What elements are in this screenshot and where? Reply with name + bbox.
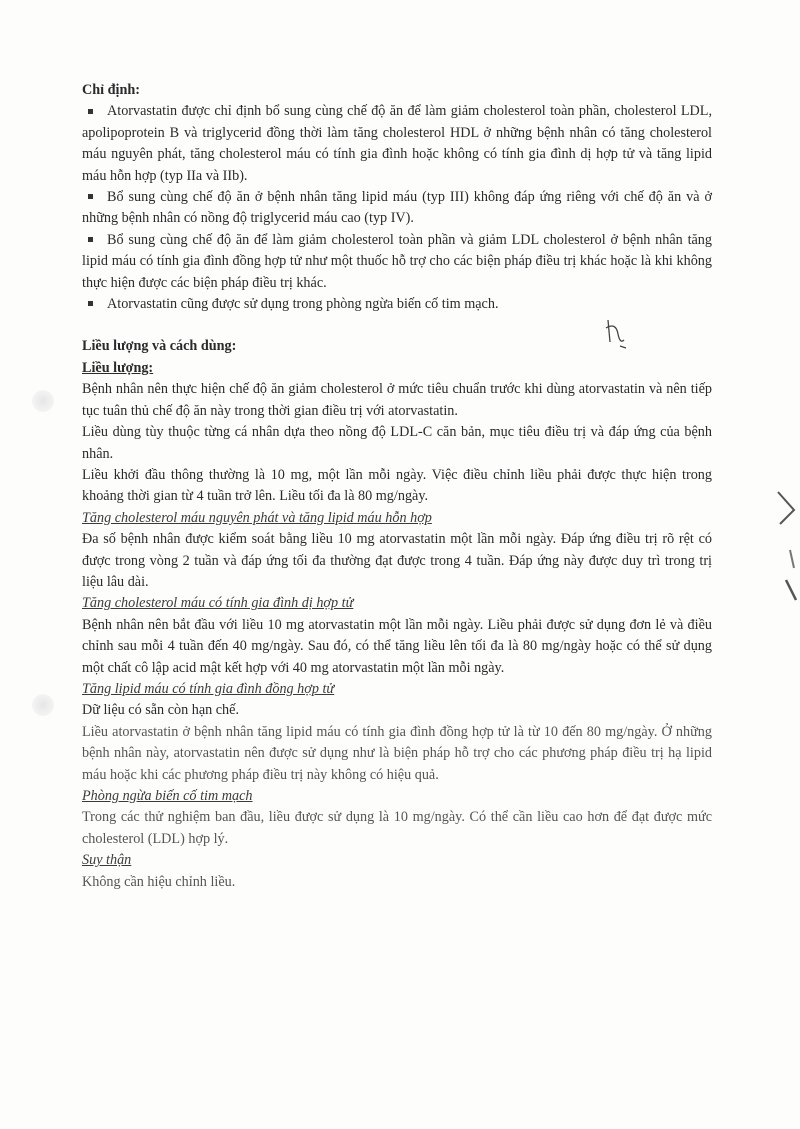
subsection-title: Phòng ngừa biến cố tim mạch xyxy=(82,788,253,804)
document-body xyxy=(82,80,712,893)
dosage-heading: Liều lượng và cách dùng: xyxy=(82,338,237,355)
bullet-square-icon xyxy=(88,109,93,114)
dosage-paragraph: Liều dùng tùy thuộc từng cá nhân dựa theo nồng độ LDL-C căn bản, mục tiêu điều trị và đáp ứng của bệnh nhân. xyxy=(82,424,712,462)
indications-heading: Chỉ định: xyxy=(82,82,140,98)
hole-punch-bottom xyxy=(32,694,54,716)
bullet-square-icon xyxy=(88,301,93,306)
subsection-title: Tăng cholesterol máu có tính gia đình dị hợp tử xyxy=(82,595,354,612)
indication-bullet: Atorvastatin cũng được sử dụng trong phòng ngừa biến cố tim mạch. xyxy=(82,294,712,315)
dosage-paragraph: Bệnh nhân nên thực hiện chế độ ăn giảm cholesterol ở mức tiêu chuẩn trước khi dùng atorvastatin và nên tiếp tục tuân thủ chế độ ăn này trong thời gian điều trị với atorvastatin. xyxy=(82,381,712,419)
subsection-title: Tăng lipid máu có tính gia đình đồng hợp tử xyxy=(82,680,335,697)
subsection-text: Không cần hiệu chỉnh liều. xyxy=(82,873,236,890)
subsection-title: Tăng cholesterol máu nguyên phát và tăng lipid máu hỗn hợp xyxy=(82,509,432,526)
subsection-text: Liều atorvastatin ở bệnh nhân tăng lipid máu có tính gia đình đồng hợp tử là từ 10 đến 80 mg/ngày. Ở những bệnh nhân này, atorvastatin nên được sử dụng như là biện pháp hỗ trợ cho các phương pháp điều trị hạ lipid máu hoặc khi các phương pháp điều trị này không có hiệu quả. xyxy=(82,723,712,783)
dosage-paragraph: Liều khởi đầu thông thường là 10 mg, một lần mỗi ngày. Việc điều chỉnh liều phải được thực hiện trong khoảng thời gian từ 4 tuần trở lên. Liều tối đa là 80 mg/ngày. xyxy=(82,466,712,505)
subsection-text: Dữ liệu có sẵn còn hạn chế. xyxy=(82,702,239,719)
subsection-text: Đa số bệnh nhân được kiểm soát bằng liều 10 mg atorvastatin một lần mỗi ngày. Đáp ứng điều trị rõ rệt có được trong vòng 2 tuần và đáp ứng tối đa thường đạt được trong 4 tuần. Đáp ứng này được duy trì trong trị liệu lâu dài. xyxy=(82,531,712,590)
indication-bullet: Bổ sung cùng chế độ ăn ở bệnh nhân tăng lipid máu (typ III) không đáp ứng riêng với chế độ ăn và ở những bệnh nhân có nồng độ triglycerid máu cao (typ IV). xyxy=(82,189,712,227)
subsection-text: Bệnh nhân nên bắt đầu với liều 10 mg atorvastatin một lần mỗi ngày. Liều phải được sử dụng đơn lẻ và điều chỉnh sau mỗi 4 tuần đến 40 mg/ngày. Sau đó, có thể tăng liều lên tối đa là 80 mg/ngày hoặc có thể sử dụng một chất cô lập acid mật kết hợp với 40 mg atorvastatin một lần mỗi ngày. xyxy=(82,616,712,676)
indication-bullet: Atorvastatin được chỉ định bổ sung cùng chế độ ăn để làm giảm cholesterol toàn phần, cholesterol LDL, apolipoprotein B và triglycerid đồng thời làm tăng cholesterol HDL ở những bệnh nhân có tăng cholesterol máu nguyên phát, tăng cholesterol máu có tính gia đình hoặc không có tính gia đình dị hợp tử và tăng lipid máu hỗn hợp (typ IIa và IIb). xyxy=(82,103,712,184)
edge-marks xyxy=(776,490,800,610)
hole-punch-top xyxy=(32,390,54,412)
subsection-title: Suy thận xyxy=(82,852,132,869)
indication-bullet: Bổ sung cùng chế độ ăn để làm giảm cholesterol toàn phần và giảm LDL cholesterol ở bệnh nhân tăng lipid máu có tính gia đình đồng hợp tử như một thuốc hỗ trợ cho các biện pháp điều trị khác hoặc là khi không thực hiện được các biện pháp điều trị khác. xyxy=(82,231,712,291)
subsection-text: Trong các thử nghiệm ban đầu, liều được sử dụng là 10 mg/ngày. Có thể cần liều cao hơn để đạt được mức cholesterol (LDL) hợp lý. xyxy=(82,809,712,847)
bullet-square-icon xyxy=(88,194,93,199)
dosage-subheading: Liều lượng: xyxy=(82,359,154,376)
bullet-square-icon xyxy=(88,237,93,242)
